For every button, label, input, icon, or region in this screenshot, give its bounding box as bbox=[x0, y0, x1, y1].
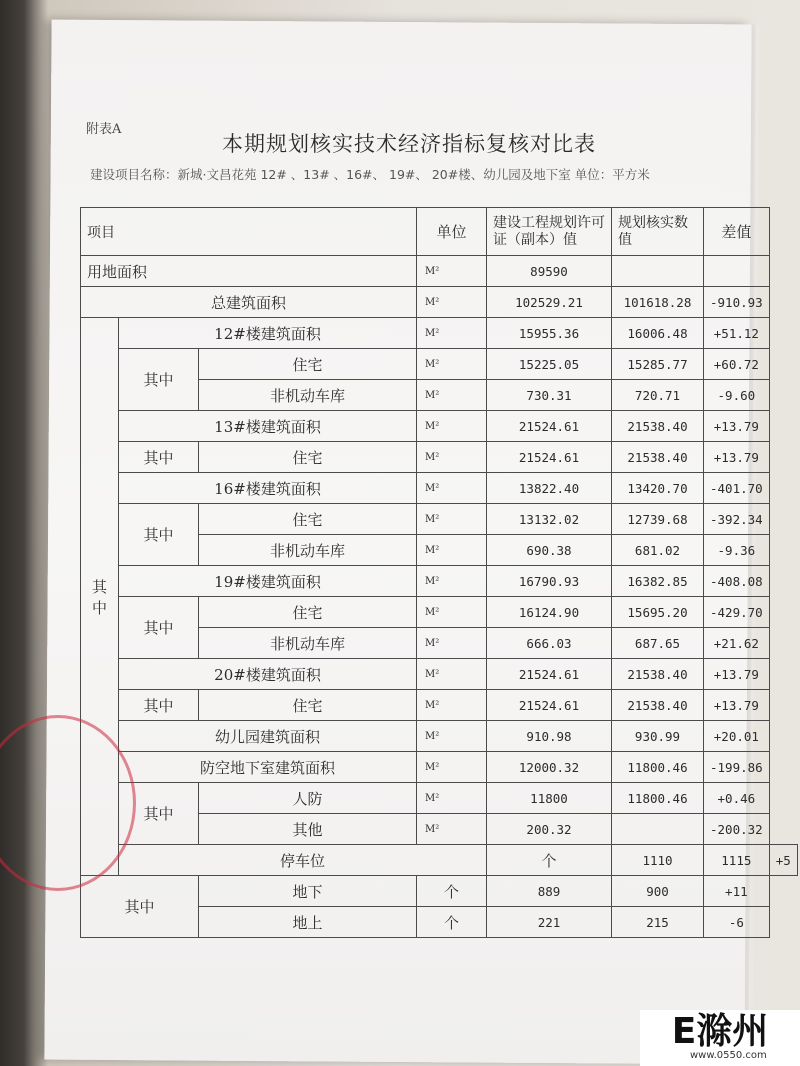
permit-cell: 21524.61 bbox=[487, 442, 612, 473]
row-label: 停车位 bbox=[119, 845, 487, 876]
permit-cell: 15955.36 bbox=[487, 318, 612, 349]
verified-cell: 215 bbox=[612, 907, 704, 938]
header-permit: 建设工程规划许可证（副本）值 bbox=[487, 208, 612, 256]
unit-cell: M² bbox=[417, 628, 487, 659]
row-label: 非机动车库 bbox=[199, 380, 417, 411]
verified-cell: 15285.77 bbox=[612, 349, 704, 380]
diff-cell: -199.86 bbox=[704, 752, 770, 783]
table-row bbox=[81, 504, 798, 535]
verified-cell: 930.99 bbox=[612, 721, 704, 752]
verified-cell: 21538.40 bbox=[612, 659, 704, 690]
unit-cell: M² bbox=[417, 287, 487, 318]
table-row bbox=[81, 256, 798, 287]
row-label: 非机动车库 bbox=[199, 628, 417, 659]
diff-cell: -6 bbox=[704, 907, 770, 938]
permit-cell: 16790.93 bbox=[487, 566, 612, 597]
diff-cell: -429.70 bbox=[704, 597, 770, 628]
row-label: 总建筑面积 bbox=[81, 287, 417, 318]
unit-cell: M² bbox=[417, 721, 487, 752]
permit-cell: 16124.90 bbox=[487, 597, 612, 628]
verified-cell: 12739.68 bbox=[612, 504, 704, 535]
unit-cell: M² bbox=[417, 566, 487, 597]
permit-cell: 102529.21 bbox=[487, 287, 612, 318]
row-label: 用地面积 bbox=[81, 256, 417, 287]
diff-cell: -408.08 bbox=[704, 566, 770, 597]
verified-cell: 16382.85 bbox=[612, 566, 704, 597]
row-label: 13#楼建筑面积 bbox=[119, 411, 417, 442]
header-unit: 单位 bbox=[417, 208, 487, 256]
site-watermark-url: www.0550.com bbox=[690, 1050, 767, 1061]
diff-cell: +60.72 bbox=[704, 349, 770, 380]
unit-cell: M² bbox=[417, 783, 487, 814]
row-label: 其他 bbox=[199, 814, 417, 845]
verified-cell: 1115 bbox=[704, 845, 770, 876]
row-label: 19#楼建筑面积 bbox=[119, 566, 417, 597]
verified-cell bbox=[612, 814, 704, 845]
unit-cell: M² bbox=[417, 380, 487, 411]
unit-cell: M² bbox=[417, 349, 487, 380]
unit-cell: M² bbox=[417, 411, 487, 442]
permit-cell: 13132.02 bbox=[487, 504, 612, 535]
document-title: 本期规划核实技术经济指标复核对比表 bbox=[222, 132, 596, 156]
verified-cell: 11800.46 bbox=[612, 783, 704, 814]
unit-cell: M² bbox=[417, 690, 487, 721]
table-row bbox=[81, 876, 798, 907]
subgroup-label: 其中 bbox=[119, 597, 199, 659]
verified-cell: 687.65 bbox=[612, 628, 704, 659]
permit-cell: 89590 bbox=[487, 256, 612, 287]
diff-cell: +13.79 bbox=[704, 659, 770, 690]
unit-cell: M² bbox=[417, 442, 487, 473]
permit-cell: 666.03 bbox=[487, 628, 612, 659]
verified-cell bbox=[612, 256, 704, 287]
diff-cell: +13.79 bbox=[704, 411, 770, 442]
table-row bbox=[81, 566, 798, 597]
header-diff: 差值 bbox=[704, 208, 770, 256]
row-label: 12#楼建筑面积 bbox=[119, 318, 417, 349]
verified-cell: 681.02 bbox=[612, 535, 704, 566]
permit-cell: 12000.32 bbox=[487, 752, 612, 783]
subgroup-label: 其中 bbox=[119, 504, 199, 566]
diff-cell: +13.79 bbox=[704, 442, 770, 473]
permit-cell: 200.32 bbox=[487, 814, 612, 845]
table-row bbox=[81, 411, 798, 442]
subgroup-label: 其中 bbox=[119, 349, 199, 411]
table-row bbox=[81, 659, 798, 690]
unit-cell: M² bbox=[417, 535, 487, 566]
row-label: 住宅 bbox=[199, 597, 417, 628]
diff-cell: +21.62 bbox=[704, 628, 770, 659]
table-row bbox=[81, 752, 798, 783]
row-label: 非机动车库 bbox=[199, 535, 417, 566]
permit-cell: 221 bbox=[487, 907, 612, 938]
project-name-line: 建设项目名称：新城·文昌花苑 12# 、13# 、16#、 19#、 20#楼、幼儿园及地下室 单位：平方米 bbox=[90, 167, 650, 182]
unit-cell: 个 bbox=[487, 845, 612, 876]
unit-cell: 个 bbox=[417, 907, 487, 938]
verified-cell: 16006.48 bbox=[612, 318, 704, 349]
verified-cell: 720.71 bbox=[612, 380, 704, 411]
unit-cell: M² bbox=[417, 256, 487, 287]
permit-cell: 1110 bbox=[612, 845, 704, 876]
permit-cell: 21524.61 bbox=[487, 659, 612, 690]
row-label: 住宅 bbox=[199, 442, 417, 473]
verified-cell: 21538.40 bbox=[612, 411, 704, 442]
subgroup-label: 其中 bbox=[81, 876, 199, 938]
row-label: 16#楼建筑面积 bbox=[119, 473, 417, 504]
diff-cell: +13.79 bbox=[704, 690, 770, 721]
unit-cell: M² bbox=[417, 318, 487, 349]
header-verified: 规划核实数值 bbox=[612, 208, 704, 256]
verified-cell: 101618.28 bbox=[612, 287, 704, 318]
permit-cell: 910.98 bbox=[487, 721, 612, 752]
diff-cell: -910.93 bbox=[704, 287, 770, 318]
diff-cell bbox=[704, 256, 770, 287]
verified-cell: 13420.70 bbox=[612, 473, 704, 504]
table-row bbox=[81, 442, 798, 473]
table-header-row bbox=[81, 208, 798, 256]
diff-cell: -392.34 bbox=[704, 504, 770, 535]
diff-cell: -9.60 bbox=[704, 380, 770, 411]
table-row bbox=[81, 721, 798, 752]
row-label: 地下 bbox=[199, 876, 417, 907]
permit-cell: 15225.05 bbox=[487, 349, 612, 380]
subgroup-label: 其中 bbox=[119, 442, 199, 473]
verified-cell: 21538.40 bbox=[612, 442, 704, 473]
verified-cell: 900 bbox=[612, 876, 704, 907]
diff-cell: -401.70 bbox=[704, 473, 770, 504]
table-row bbox=[81, 349, 798, 380]
table-row bbox=[81, 690, 798, 721]
unit-cell: M² bbox=[417, 504, 487, 535]
permit-cell: 889 bbox=[487, 876, 612, 907]
table-row bbox=[81, 287, 798, 318]
appendix-caption: 附表A bbox=[86, 122, 122, 137]
diff-cell: -200.32 bbox=[704, 814, 770, 845]
unit-cell: M² bbox=[417, 597, 487, 628]
table-row bbox=[81, 845, 798, 876]
row-label: 地上 bbox=[199, 907, 417, 938]
verified-cell: 15695.20 bbox=[612, 597, 704, 628]
unit-cell: M² bbox=[417, 473, 487, 504]
table-row bbox=[81, 783, 798, 814]
group-label-of-which: 其中 bbox=[81, 318, 119, 876]
site-watermark-logo: E滁州 bbox=[640, 1010, 800, 1066]
unit-cell: M² bbox=[417, 659, 487, 690]
header-item: 项目 bbox=[81, 208, 417, 256]
table-row bbox=[81, 318, 798, 349]
row-label: 住宅 bbox=[199, 504, 417, 535]
diff-cell: +11 bbox=[704, 876, 770, 907]
permit-cell: 730.31 bbox=[487, 380, 612, 411]
diff-cell: +20.01 bbox=[704, 721, 770, 752]
permit-cell: 11800 bbox=[487, 783, 612, 814]
permit-cell: 690.38 bbox=[487, 535, 612, 566]
comparison-table bbox=[80, 207, 798, 938]
table-row bbox=[81, 473, 798, 504]
unit-cell: M² bbox=[417, 814, 487, 845]
verified-cell: 11800.46 bbox=[612, 752, 704, 783]
diff-cell: +0.46 bbox=[704, 783, 770, 814]
verified-cell: 21538.40 bbox=[612, 690, 704, 721]
row-label: 幼儿园建筑面积 bbox=[119, 721, 417, 752]
unit-cell: 个 bbox=[417, 876, 487, 907]
subgroup-label: 其中 bbox=[119, 783, 199, 845]
row-label: 20#楼建筑面积 bbox=[119, 659, 417, 690]
permit-cell: 21524.61 bbox=[487, 690, 612, 721]
diff-cell: +51.12 bbox=[704, 318, 770, 349]
row-label: 住宅 bbox=[199, 349, 417, 380]
diff-cell: +5 bbox=[769, 845, 797, 876]
row-label: 住宅 bbox=[199, 690, 417, 721]
subgroup-label: 其中 bbox=[119, 690, 199, 721]
row-label: 人防 bbox=[199, 783, 417, 814]
row-label: 防空地下室建筑面积 bbox=[119, 752, 417, 783]
unit-cell: M² bbox=[417, 752, 487, 783]
permit-cell: 21524.61 bbox=[487, 411, 612, 442]
permit-cell: 13822.40 bbox=[487, 473, 612, 504]
table-row bbox=[81, 597, 798, 628]
diff-cell: -9.36 bbox=[704, 535, 770, 566]
